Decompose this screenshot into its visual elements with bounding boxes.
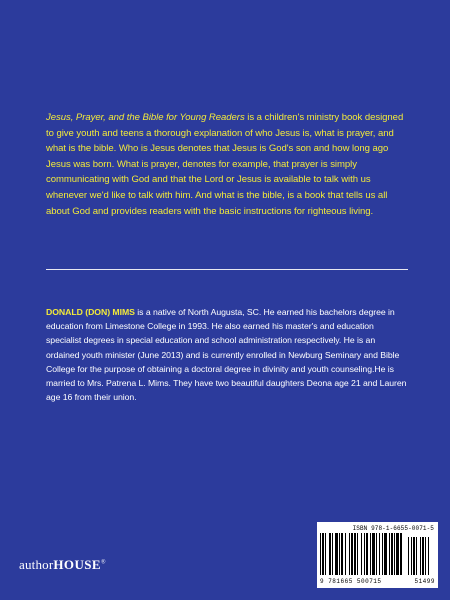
author-bio	[46, 305, 408, 404]
publisher-logo	[19, 557, 106, 573]
barcode-digits	[320, 578, 435, 585]
barcode-bars	[320, 533, 435, 577]
registered-mark: ®	[100, 559, 106, 566]
publisher-logo-part2: HOUSE	[53, 557, 101, 572]
book-title: Jesus, Prayer, and the Bible for Young Readers	[46, 112, 245, 123]
description-text: is a children's ministry book designed to give youth and teens a thorough explanation of who Jesus is, what is prayer, and what is the bible. Who is Jesus denotes that Jesus is God's son and how long ago Jesus was born. What is prayer, denotes for example, that prayer is simply communicating with God and that the Lord or Jesus is available to talk with us whenever we'd like to talk with him. And what is the bible, is a book that tells us all about God and provides readers with the basic instructions for righteous living.	[46, 112, 404, 217]
author-bio-text: is a native of North Augusta, SC. He earned his bachelors degree in education from Limestone College in 1993. He also earned his master's and education specialist degrees in special education and school administration respectively. He is an ordained youth minister (June 2013) and is currently enrolled in Newburg Seminary and Bible College for the purpose of obtaining a doctoral degree in divinity and youth counseling.He is married to Mrs. Patrena L. Mims. They have two beautiful daughters Deona age 21 and Lauren age 16 from their union.	[46, 307, 407, 403]
publisher-logo-part1: author	[19, 557, 54, 572]
barcode	[317, 522, 438, 588]
barcode-number: 9 781665 500715	[320, 578, 382, 585]
price-code: 51499	[414, 578, 435, 585]
book-description	[46, 110, 408, 219]
author-name: DONALD (DON) MIMS	[46, 307, 135, 317]
isbn-label: ISBN 978-1-6655-0071-5	[352, 525, 434, 532]
divider-line	[46, 269, 408, 270]
